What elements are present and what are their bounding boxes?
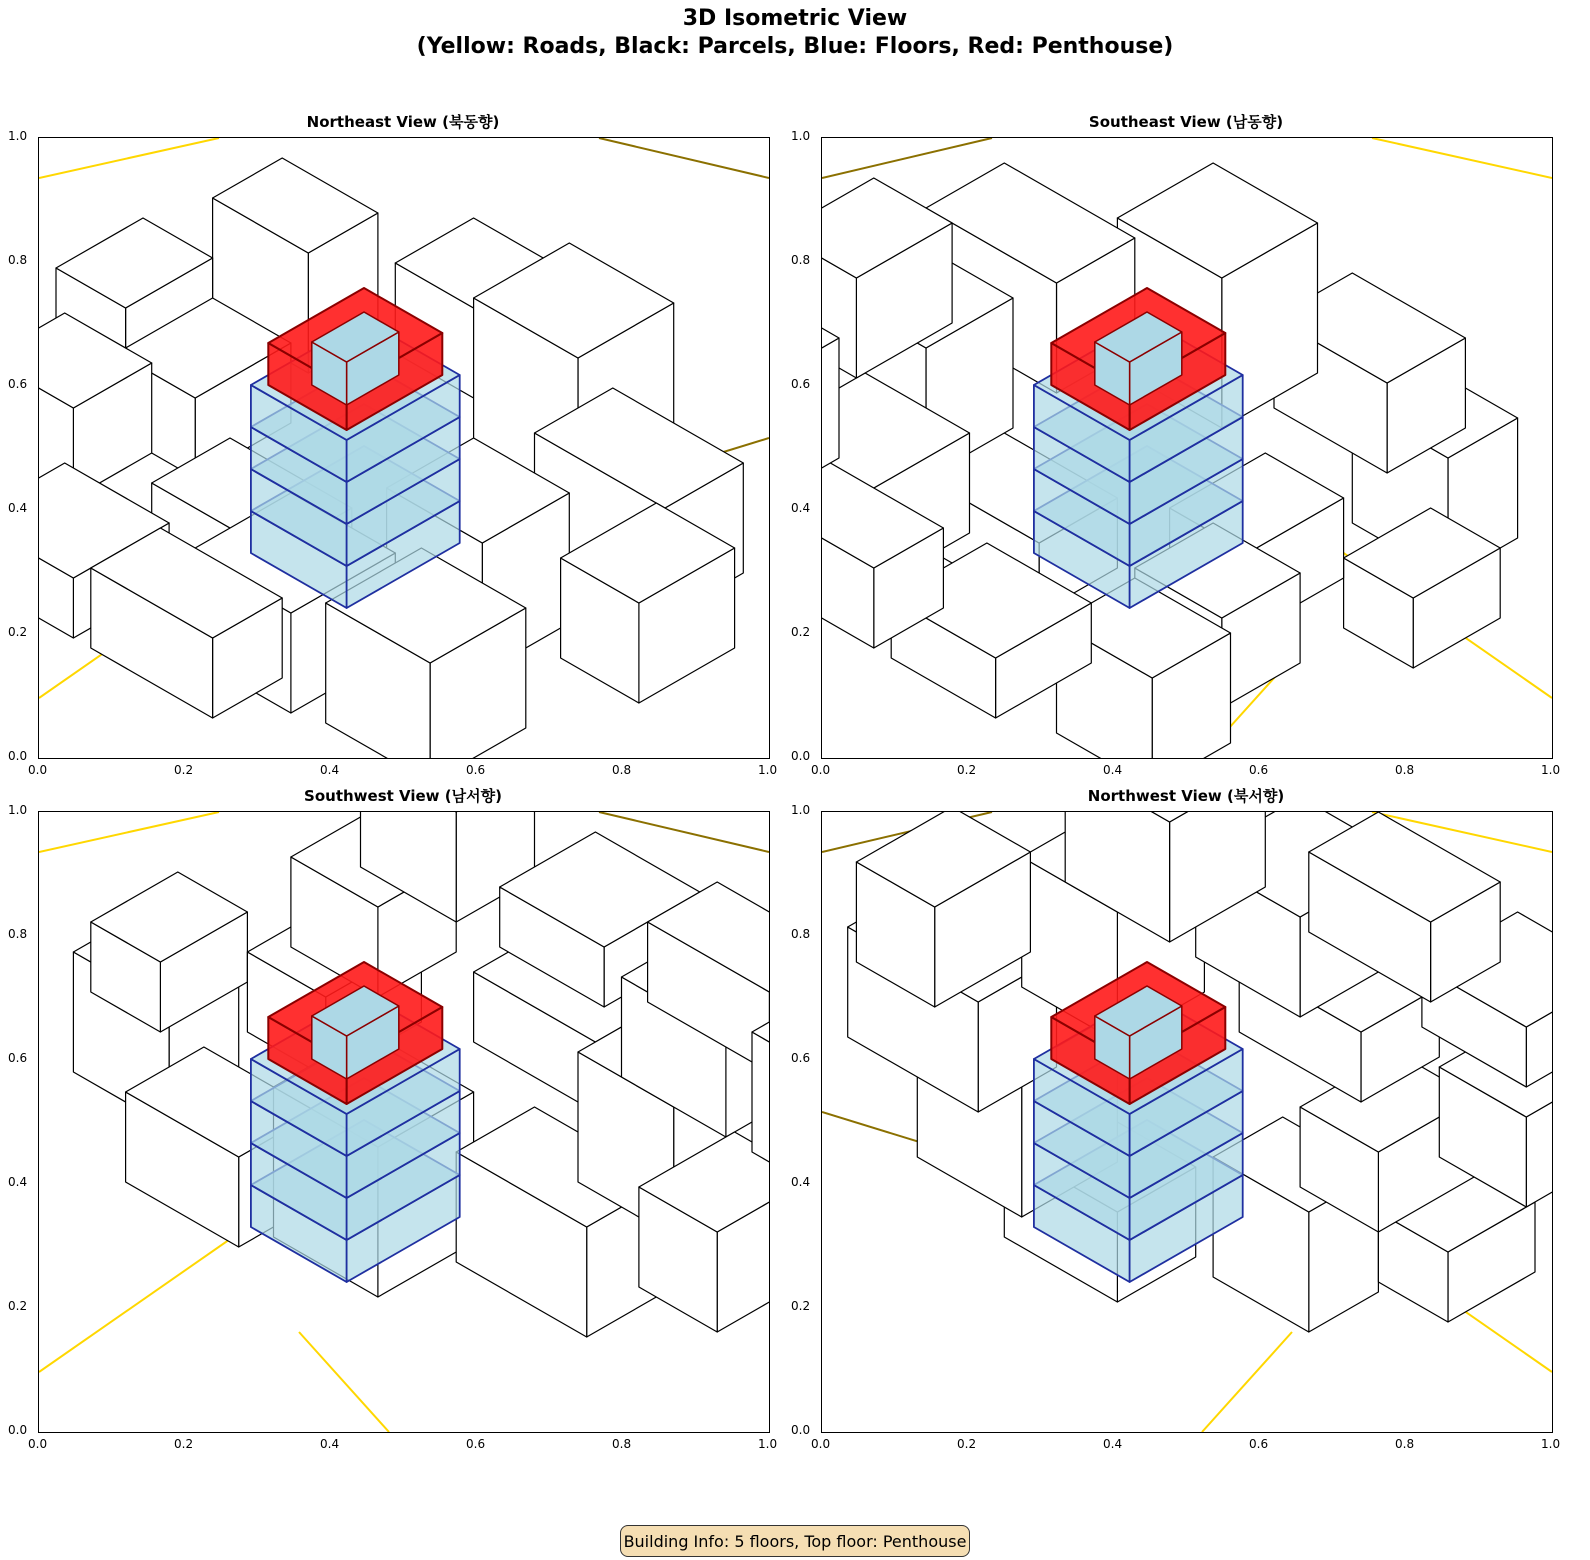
- x-tick-label: 0.4: [320, 763, 340, 777]
- y-tick-label: 0.8: [791, 253, 811, 267]
- building-info-box: Building Info: 5 floors, Top floor: Penthouse: [620, 1525, 970, 1557]
- x-tick-label: 0.8: [1395, 763, 1415, 777]
- y-tick-label: 0.6: [8, 1051, 28, 1065]
- target-building: [251, 962, 460, 1282]
- panel-title-southeast: Southeast View (남동향): [1088, 113, 1284, 131]
- x-tick-label: 0.6: [466, 1437, 486, 1451]
- x-tick-label: 0.6: [1249, 763, 1269, 777]
- x-tick-label: 0.2: [174, 763, 194, 777]
- x-tick-label: 0.0: [811, 1437, 831, 1451]
- panel-render-southeast: [822, 138, 1552, 758]
- y-tick-label: 1.0: [8, 129, 28, 143]
- x-tick-label: 0.6: [466, 763, 486, 777]
- y-tick-label: 0.0: [791, 1423, 811, 1437]
- x-tick-label: 1.0: [1541, 763, 1561, 777]
- x-tick-label: 0.4: [320, 1437, 340, 1451]
- x-tick-label: 0.2: [174, 1437, 194, 1451]
- y-tick-label: 0.4: [8, 1175, 28, 1189]
- y-tick-label: 1.0: [791, 129, 811, 143]
- x-tick-label: 0.8: [1395, 1437, 1415, 1451]
- target-building: [1034, 962, 1243, 1282]
- y-tick-label: 0.0: [8, 749, 28, 763]
- y-tick-label: 1.0: [8, 803, 28, 817]
- panel-axes-southeast: [821, 137, 1553, 759]
- x-tick-label: 0.0: [28, 763, 48, 777]
- target-building: [251, 288, 460, 608]
- y-tick-label: 0.2: [791, 1299, 811, 1313]
- x-tick-label: 1.0: [758, 1437, 778, 1451]
- x-tick-label: 0.6: [1249, 1437, 1269, 1451]
- x-tick-label: 1.0: [758, 763, 778, 777]
- x-tick-label: 0.0: [811, 763, 831, 777]
- y-tick-label: 0.2: [791, 625, 811, 639]
- y-tick-label: 0.6: [791, 377, 811, 391]
- y-tick-label: 0.4: [791, 1175, 811, 1189]
- panel-render-northeast: [39, 138, 769, 758]
- y-tick-label: 0.8: [8, 253, 28, 267]
- y-tick-label: 0.0: [8, 1423, 28, 1437]
- y-tick-label: 0.2: [8, 625, 28, 639]
- y-tick-label: 0.6: [791, 1051, 811, 1065]
- y-tick-label: 0.8: [791, 927, 811, 941]
- panel-axes-northwest: [821, 811, 1553, 1433]
- y-tick-label: 0.0: [791, 749, 811, 763]
- x-tick-label: 0.8: [612, 1437, 632, 1451]
- panel-axes-southwest: [38, 811, 770, 1433]
- x-tick-label: 0.2: [957, 763, 977, 777]
- y-tick-label: 0.4: [8, 501, 28, 515]
- y-tick-label: 0.2: [8, 1299, 28, 1313]
- x-tick-label: 0.2: [957, 1437, 977, 1451]
- x-tick-label: 0.4: [1103, 763, 1123, 777]
- y-tick-label: 0.8: [8, 927, 28, 941]
- y-tick-label: 0.4: [791, 501, 811, 515]
- panel-render-northwest: [822, 812, 1552, 1432]
- figure-title-line1: 3D Isometric View: [682, 6, 908, 31]
- y-tick-label: 1.0: [791, 803, 811, 817]
- panel-axes-northeast: [38, 137, 770, 759]
- x-tick-label: 1.0: [1541, 1437, 1561, 1451]
- y-tick-label: 0.6: [8, 377, 28, 391]
- x-tick-label: 0.0: [28, 1437, 48, 1451]
- figure-title-line2: (Yellow: Roads, Black: Parcels, Blue: Floors, Red: Penthouse): [416, 34, 1174, 59]
- panel-title-southwest: Southwest View (남서향): [304, 787, 502, 805]
- panel-title-northwest: Northwest View (북서향): [1087, 787, 1285, 805]
- panel-title-northeast: Northeast View (북동향): [306, 113, 500, 131]
- panel-render-southwest: [39, 812, 769, 1432]
- x-tick-label: 0.8: [612, 763, 632, 777]
- target-building: [1034, 288, 1243, 608]
- x-tick-label: 0.4: [1103, 1437, 1123, 1451]
